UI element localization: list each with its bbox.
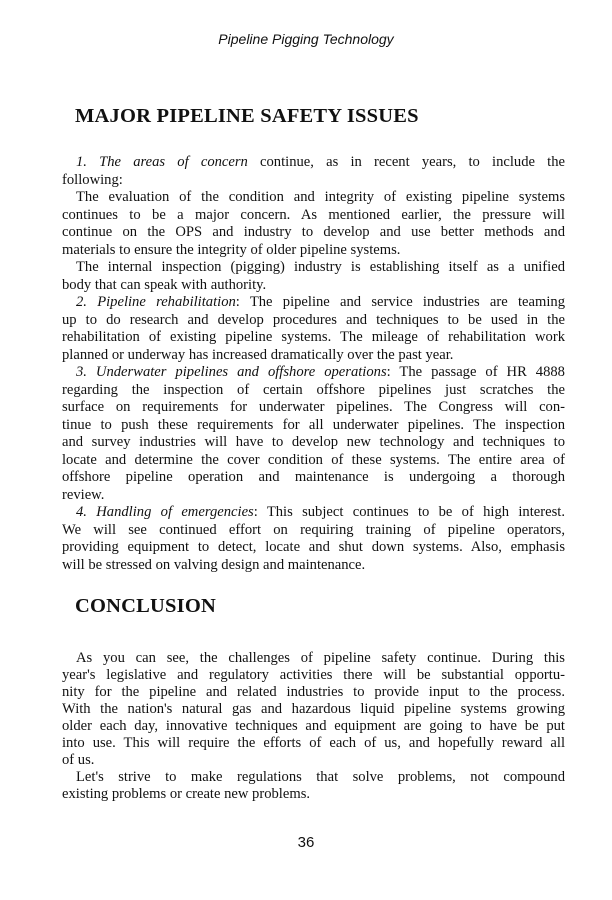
text-line (62, 399, 565, 417)
section-heading-conclusion: CONCLUSION (75, 595, 216, 617)
line-text: will be stressed on valving design and maintenance. (62, 556, 366, 573)
paragraph (62, 769, 565, 803)
line-text: surface on requirements for underwater pipelines. The Congress will con- (62, 399, 565, 415)
paragraph (62, 189, 565, 259)
line-text: rehabilitation of existing pipeline systems. The mileage of rehabilitation work (62, 329, 565, 345)
line-text: and survey industries will have to develop new technology and techniques to (62, 434, 565, 450)
line-text: continue on the OPS and industry to develop and use better methods and (62, 224, 565, 240)
paragraph (62, 650, 565, 769)
line-text: regarding the inspection of certain offshore pipelines just scratches the (62, 381, 565, 398)
line-text: offshore pipeline operation and maintenance is undergoing a thorough (62, 469, 565, 485)
text-line (62, 539, 565, 557)
text-line (62, 786, 565, 803)
paragraph-lead: 2. Pipeline rehabilitation (76, 294, 236, 310)
text-line (62, 277, 565, 295)
text-line (62, 735, 565, 752)
text-line (62, 382, 565, 400)
section-body-safety-issues (62, 154, 565, 574)
line-text: : The pipeline and service industries are teaming (235, 294, 565, 310)
paragraph (62, 504, 565, 574)
running-header: Pipeline Pigging Technology (218, 31, 394, 47)
line-text: The evaluation of the condition and integrity of existing pipeline systems (76, 189, 565, 205)
line-text: continues to be a major concern. As mentioned earlier, the pressure will (62, 206, 565, 223)
text-line (62, 294, 565, 312)
text-line (62, 684, 565, 701)
text-line (62, 347, 565, 365)
line-text: older each day, innovative techniques and equipment are going to have be put (62, 718, 565, 734)
paragraph (62, 259, 565, 294)
paragraph (62, 364, 565, 504)
text-line (62, 207, 565, 225)
line-text: providing equipment to detect, locate and shut down systems. Also, emphasis (62, 539, 565, 555)
line-text: We will see continued effort on requiring training of pipeline operators, (62, 521, 565, 538)
paragraph-lead: 4. Handling of emergencies (76, 504, 254, 520)
text-line (62, 312, 565, 330)
line-text: With the nation's natural gas and hazardous liquid pipeline systems growing (62, 701, 565, 717)
section-body-conclusion (62, 650, 565, 803)
text-line (62, 452, 565, 470)
line-text: year's legislative and regulatory activities there will be substantial opportu- (62, 667, 565, 683)
line-text: The internal inspection (pigging) industry is establishing itself as a unified (76, 259, 565, 275)
text-line (62, 701, 565, 718)
paragraph-lead: 1. The areas of concern (76, 154, 248, 170)
line-text: following: (62, 171, 123, 188)
line-text: tinue to push these requirements for all underwater pipelines. The inspection (62, 416, 565, 433)
text-line (62, 667, 565, 684)
text-line (62, 154, 565, 172)
line-text: existing problems or create new problems. (62, 786, 311, 802)
text-line (62, 522, 565, 540)
text-line (62, 172, 565, 190)
text-line (62, 329, 565, 347)
text-line (62, 364, 565, 382)
text-line (62, 224, 565, 242)
line-text: review. (62, 486, 105, 503)
paragraph (62, 294, 565, 364)
line-text: up to do research and develop procedures and techniques to be used in the (62, 311, 565, 328)
line-text: body that can speak with authority. (62, 276, 267, 293)
line-text: of us. (62, 752, 95, 768)
line-text: As you can see, the challenges of pipeline safety continue. During this (76, 650, 565, 666)
text-line (62, 752, 565, 769)
text-line (62, 487, 565, 505)
line-text: nity for the pipeline and related industries to provide input to the process. (62, 684, 565, 700)
line-text: continue, as in recent years, to include the (247, 154, 565, 170)
text-line (62, 650, 565, 667)
paragraph (62, 154, 565, 189)
text-line (62, 718, 565, 735)
line-text: planned or underway has increased dramatically over the past year. (62, 346, 454, 363)
text-line (62, 469, 565, 487)
text-line (62, 189, 565, 207)
line-text: : The passage of HR 4888 (386, 364, 565, 380)
text-line (62, 242, 565, 260)
paragraph-lead: 3. Underwater pipelines and offshore operations (76, 364, 387, 380)
text-line (62, 504, 565, 522)
page-number: 36 (297, 834, 315, 851)
line-text: locate and determine the cover condition of these systems. The entire area of (62, 451, 565, 468)
line-text: Let's strive to make regulations that solve problems, not compound (76, 769, 565, 785)
line-text: : This subject continues to be of high interest. (253, 504, 565, 520)
line-text: into use. This will require the efforts of each of us, and hopefully reward all (62, 735, 565, 751)
text-line (62, 417, 565, 435)
text-line (62, 557, 565, 575)
line-text: materials to ensure the integrity of older pipeline systems. (62, 241, 401, 258)
text-line (62, 259, 565, 277)
section-heading-safety-issues: MAJOR PIPELINE SAFETY ISSUES (75, 105, 419, 127)
text-line (62, 769, 565, 786)
text-line (62, 434, 565, 452)
